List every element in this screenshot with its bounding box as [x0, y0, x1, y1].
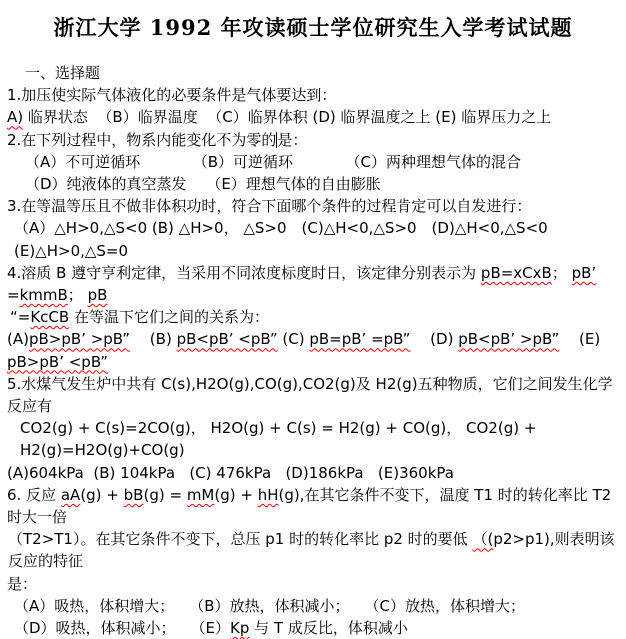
spellcheck-flagged-text: pB: [87, 286, 108, 305]
spellcheck-flagged-text: mM: [186, 485, 215, 504]
spellcheck-flagged-text: pB<pB’ >pB”: [458, 330, 560, 349]
spellcheck-flagged-text: （(: [472, 530, 494, 549]
question-6-stem-text2: （T2>T1）。在其它条件不变下，总压 p1 时的转化率比 p2 时的要低: [8, 530, 473, 549]
question-5-stem: 5.水煤气发生炉中共有 C(s),H2O(g),CO(g),CO2(g)及 H2(g)五种物质，它们之间发生化学反应有: [7, 374, 613, 416]
separator-text: =: [7, 263, 601, 305]
spellcheck-flagged-text: bB: [123, 485, 144, 504]
question-4-options: [0, 328, 626, 372]
question-1-options-text: 临界状态 （B）临界温度 （C）临界体积 (D) 临界温度之上 (E) 临界压力之上: [23, 108, 552, 127]
question-1-stem: 1.加压使实际气体液化的必要条件是气体要达到：: [7, 86, 337, 105]
document-body: [0, 62, 626, 639]
question-4-stem-text3: 在等温下它们之间的关系为：: [69, 308, 269, 327]
question-2-options-row2: （D）纯液体的真空蒸发 （E）理想气体的自由膨胀: [25, 175, 381, 194]
spellcheck-flagged-text: KcCB: [30, 308, 70, 327]
question-6-options-row2: [0, 617, 626, 639]
option-marker: (A): [7, 330, 29, 349]
question-6-stem-text: 6. 反应: [7, 485, 61, 504]
spellcheck-flagged-text: Kp: [230, 619, 250, 638]
spellcheck-flagged-text: aA: [60, 485, 81, 504]
spellcheck-flagged-text: hH: [257, 485, 279, 504]
question-4-stem: [0, 262, 626, 306]
spellcheck-flagged-text: pB=xCxB: [480, 263, 552, 282]
spellcheck-flagged-text: kmmB: [19, 286, 68, 305]
section-heading: 一、选择题: [25, 64, 101, 82]
question-3-options: （A）△H>0,△S<0 (B) △H>0， △S>0 (C)△H<0,△S>0 (D)△H<0,△S<0 (E)△H>0,△S=0: [14, 219, 553, 260]
question-2-stem: [0, 129, 626, 151]
question-6-stem-text-end: (g),在其它条件不变下，温度 T1 时的转化率比 T2 时大一倍: [7, 485, 617, 527]
spellcheck-flagged-text: pB=pB’ =pB”: [309, 330, 411, 349]
question-6-options-text: （D）吸热，体积减小； （E）: [14, 619, 231, 638]
question-5-options: (A)604kPa (B) 104kPa (C) 476kPa (D)186kPa (E)360kPa: [7, 463, 454, 482]
question-6-stem: [0, 484, 626, 528]
question-6-stem-line2: [0, 528, 626, 572]
spellcheck-flagged-text: pB<pB’ <pB”: [176, 330, 278, 349]
question-4-stem-line2: [0, 306, 626, 328]
document-title: 浙江大学 1992 年攻读硕士学位研究生入学考试试题: [53, 15, 573, 40]
question-4-stem-text2: “=: [10, 308, 31, 327]
question-6-options-text-end: 与 T 成反比，体积减小: [249, 619, 408, 638]
question-2-stem-text: 2.在下列过程中，物系内能变化不为零的: [7, 130, 277, 149]
spellcheck-flagged-text: A): [7, 108, 24, 127]
separator-text: (g) =: [143, 485, 187, 504]
question-1-options: [0, 106, 626, 128]
question-4-stem-text: 4.溶质 B 遵守亨利定律，当采用不同浓度标度时日，该定律分别表示为: [7, 263, 481, 282]
separator-text: (g) +: [80, 485, 124, 504]
separator-text: ；: [67, 286, 88, 305]
question-2-stem-text-end: 是：: [277, 130, 308, 149]
option-marker: (D): [410, 330, 459, 349]
separator-text: (g) +: [214, 485, 258, 504]
question-6-stem-text3: p2>p1),则表明该反应的特征: [8, 530, 615, 571]
separator-text: ；: [551, 263, 572, 282]
question-6-stem-line3: 是：: [7, 574, 38, 593]
option-marker: (C): [277, 330, 310, 349]
option-marker: (E): [559, 330, 605, 349]
question-3-stem: 3.在等温等压且不做非体积功时，符合下面哪个条件的过程肯定可以自发进行：: [7, 197, 532, 216]
question-5-equations: CO2(g) + C(s)=2CO(g)， H2O(g) + C(s) = H2(g) + CO(g)， CO2(g) + H2(g)=H2O(g)+CO(g): [20, 419, 542, 460]
question-6-options-row1: （A）吸热，体积增大； （B）放热，体积减小； （C）放热，体积增大；: [14, 596, 526, 615]
spellcheck-flagged-text: pB’: [571, 263, 597, 282]
option-marker: (B): [130, 330, 177, 349]
spellcheck-flagged-text: pB>pB’ <pB”: [7, 352, 109, 371]
exam-document-page[interactable]: [0, 13, 626, 638]
spellcheck-flagged-text: pB>pB’ >pB”: [28, 330, 131, 349]
question-2-options-row1: （A）不可逆循环 （B）可逆循环 （C）两种理想气体的混合: [25, 152, 522, 171]
